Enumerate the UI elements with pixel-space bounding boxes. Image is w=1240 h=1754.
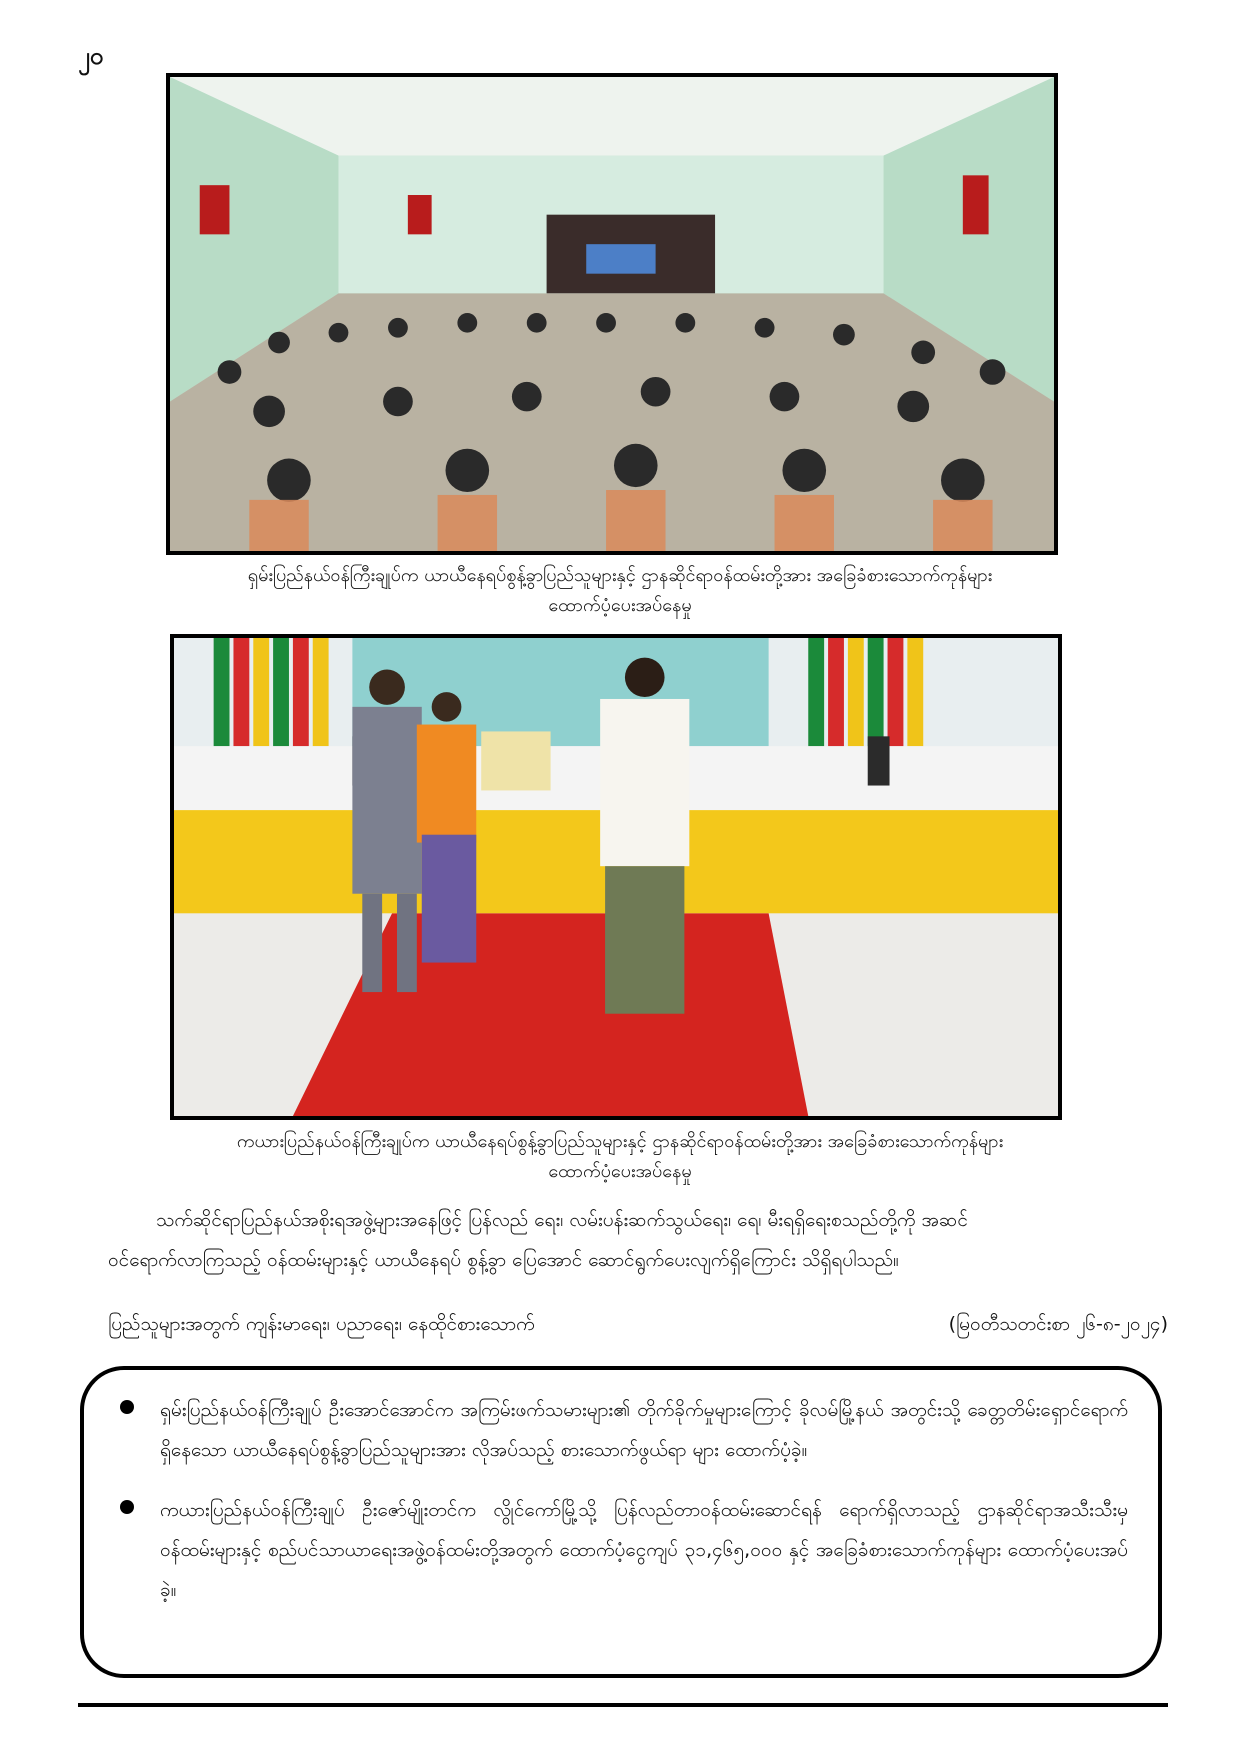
page-number: ၂၀ bbox=[78, 42, 104, 70]
photo-distribution-hall bbox=[166, 73, 1058, 555]
bullet-icon bbox=[120, 1400, 134, 1414]
caption-1-line-2: ထောက်ပံ့ပေးအပ်နေမှု bbox=[548, 595, 692, 616]
bottom-divider bbox=[78, 1703, 1168, 1707]
summary-bullet-text: ကယားပြည်နယ်ဝန်ကြီးချုပ် ဦးဇော်မျိုးတင်က လွိုင်ကော်မြို့သို့ ပြန်လည်တာဝန်ထမ်းဆောင်ရန် ရောက်ရှိလာသည့် ဌာနဆိုင်ရာအသီးသီးမှ ဝန်ထမ်းများနှင့် စည်ပင်သာယာရေးအဖွဲ့ဝန်ထမ်းတို့အတွက် ထောက်ပံ့ငွေကျပ် ၃၁,၄၆၅,၀၀၀ နှင့် အခြေခံစားသောက်ကုန်များ ထောက်ပံ့ပေးအပ်ခဲ့။ bbox=[160, 1499, 1128, 1601]
photo-caption-1 bbox=[120, 561, 1120, 621]
photo-handover-ceremony bbox=[170, 634, 1062, 1120]
article-body bbox=[108, 1200, 1168, 1280]
article-line-2: ဝင်ရောက်လာကြသည့် ဝန်ထမ်းများနှင့် ယာယီနေရပ် စွန့်ခွာ ပြေအောင် ဆောင်ရွက်ပေးလျက်ရှိကြောင်း သိရှိရပါသည်။ bbox=[108, 1249, 899, 1271]
news-source: (မြဝတီသတင်းစာ ၂၆-၈-၂၀၂၄) bbox=[948, 1313, 1168, 1335]
photo-caption-2 bbox=[120, 1127, 1120, 1187]
caption-2-line-1: ကယားပြည်နယ်ဝန်ကြီးချုပ်က ယာယီနေရပ်စွန့်ခွာပြည်သူများနှင့် ဌာနဆိုင်ရာဝန်ထမ်းတို့အား အခြေခံစားသောက်ကုန်များ bbox=[236, 1131, 1004, 1152]
caption-2-line-2: ထောက်ပံ့ပေးအပ်နေမှု bbox=[548, 1161, 692, 1182]
article-line-3: ပြည်သူများအတွက် ကျန်းမာရေး၊ ပညာရေး၊ နေထိုင်စားသောက် bbox=[108, 1313, 535, 1335]
article-line-1: သက်ဆိုင်ရာပြည်နယ်အစိုးရအဖွဲ့များအနေဖြင့် ပြန်လည် ရေး၊ လမ်းပန်းဆက်သွယ်ရေး၊ ရေ၊ မီးရရှိရေးစသည်တို့ကို အဆင် bbox=[156, 1209, 968, 1231]
summary-bullet bbox=[114, 1390, 1128, 1470]
caption-1-line-1: ရှမ်းပြည်နယ်ဝန်ကြီးချုပ်က ယာယီနေရပ်စွန့်ခွာပြည်သူများနှင့် ဌာနဆိုင်ရာဝန်ထမ်းတို့အား အခြေခံစားသောက်ကုန်များ bbox=[247, 565, 993, 586]
summary-box bbox=[80, 1366, 1162, 1678]
bullet-icon bbox=[120, 1500, 134, 1514]
article-source-line bbox=[108, 1312, 1168, 1340]
summary-bullet bbox=[114, 1490, 1128, 1610]
summary-bullet-text: ရှမ်းပြည်နယ်ဝန်ကြီးချုပ် ဦးအောင်အောင်က အကြမ်းဖက်သမားများ၏ တိုက်ခိုက်မှုများကြောင့် ခိုလမ်မြို့နယ် အတွင်းသို့ ခေတ္တတိမ်းရှောင်ရောက်ရှိနေသော ယာယီနေရပ်စွန့်ခွာပြည်သူများအား လိုအပ်သည့် စားသောက်ဖွယ်ရာ များ ထောက်ပံ့ခဲ့။ bbox=[160, 1399, 1128, 1461]
